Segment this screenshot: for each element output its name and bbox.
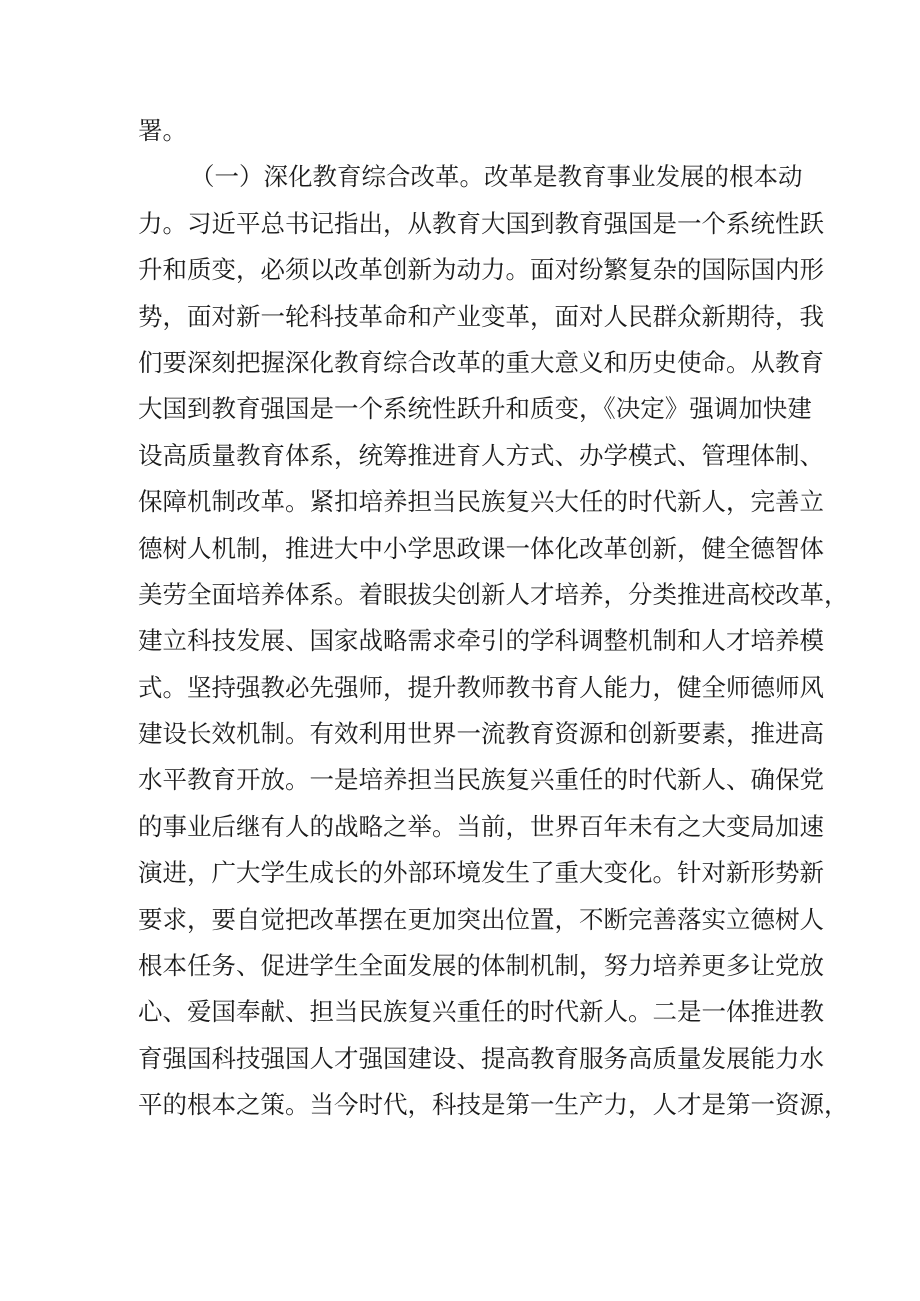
text-line-17: 演进，广大学生成长的外部环境发生了重大变化。针对新形势新 xyxy=(138,858,824,888)
text-line-4: 升和质变，必须以改革创新为动力。面对纷繁复杂的国际国内形 xyxy=(138,255,824,285)
text-line-18: 要求，要自觉把改革摆在更加突出位置，不断完善落实立德树人 xyxy=(138,904,824,934)
text-line-6: 们要深刻把握深化教育综合改革的重大意义和历史使命。从教育 xyxy=(138,347,824,377)
text-line-10: 德树人机制，推进大中小学思政课一体化改革创新，健全德智体 xyxy=(138,533,824,563)
text-line-16: 的事业后继有人的战略之举。当前，世界百年未有之大变局加速 xyxy=(138,811,824,841)
text-line-19: 根本任务、促进学生全面发展的体制机制，努力培养更多让党放 xyxy=(138,951,824,981)
text-line-14: 建设长效机制。有效利用世界一流教育资源和创新要素，推进高 xyxy=(138,719,824,749)
text-line-21: 育强国科技强国人才强国建设、提高教育服务高质量发展能力水 xyxy=(138,1043,824,1073)
text-line-15: 水平教育开放。一是培养担当民族复兴重任的时代新人、确保党 xyxy=(138,765,824,795)
body-text xyxy=(138,108,849,1129)
text-line-3: 力。习近平总书记指出，从教育大国到教育强国是一个系统性跃 xyxy=(138,208,824,238)
text-line-11: 美劳全面培养体系。着眼拔尖创新人才培养，分类推进高校改革， xyxy=(138,579,849,609)
text-line-13: 式。坚持强教必先强师，提升教师教书育人能力，健全师德师风 xyxy=(138,672,824,702)
text-line-22: 平的根本之策。当今时代，科技是第一生产力，人才是第一资源， xyxy=(138,1090,849,1120)
text-line-9: 保障机制改革。紧扣培养担当民族复兴大任的时代新人，完善立 xyxy=(138,487,824,517)
text-line-7: 大国到教育强国是一个系统性跃升和质变，《决定》强调加快建 xyxy=(138,394,812,424)
text-line-20: 心、爱国奉献、担当民族复兴重任的时代新人。二是一体推进教 xyxy=(138,997,824,1027)
text-line-1: 署。 xyxy=(138,116,187,145)
text-line-8: 设高质量教育体系，统筹推进育人方式、办学模式、管理体制、 xyxy=(138,440,824,470)
text-line-12: 建立科技发展、国家战略需求牵引的学科调整机制和人才培养模 xyxy=(138,626,824,656)
text-line-2: （一）深化教育综合改革。改革是教育事业发展的根本动 xyxy=(190,162,803,192)
text-line-5: 势，面对新一轮科技革命和产业变革，面对人民群众新期待，我 xyxy=(138,301,824,331)
